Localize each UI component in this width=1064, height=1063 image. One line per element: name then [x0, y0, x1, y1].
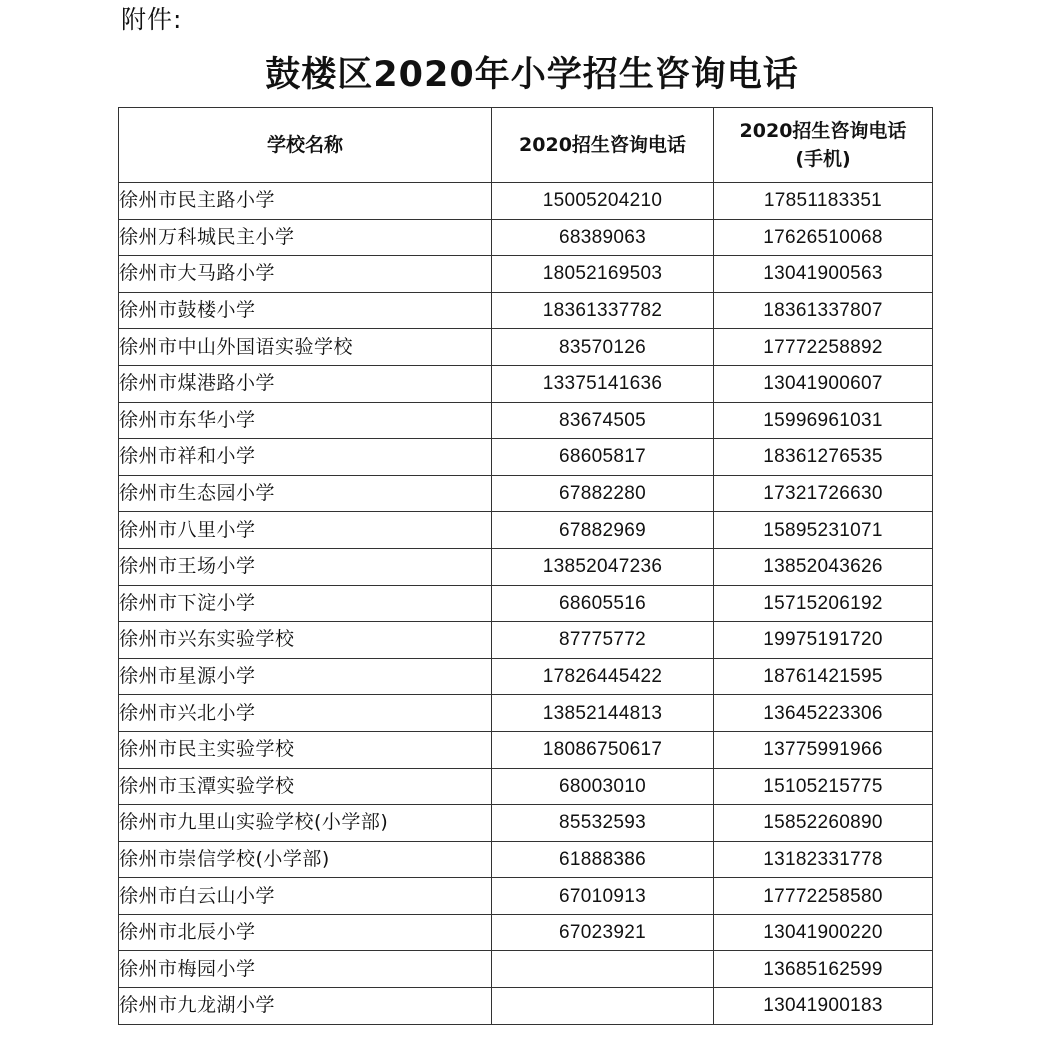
table-row: [119, 695, 933, 732]
table-row: [119, 475, 933, 512]
school-name-cell: 徐州市兴北小学: [119, 695, 492, 732]
mobile-cell: 13645223306: [714, 695, 933, 732]
header-school-name-label: 学校名称: [266, 134, 343, 156]
school-name-cell: 徐州市九里山实验学校(小学部): [119, 805, 492, 842]
table-row: [119, 256, 933, 293]
mobile-cell: 15996961031: [714, 402, 933, 439]
school-name-cell: 徐州市北辰小学: [119, 914, 492, 951]
mobile-cell: 13041900220: [714, 914, 933, 951]
table-row: [119, 402, 933, 439]
mobile-cell: 18761421595: [714, 658, 933, 695]
phone-cell: [492, 988, 714, 1025]
attachment-label: 附件:: [121, 5, 183, 34]
table-row: [119, 805, 933, 842]
school-name-cell: 徐州市中山外国语实验学校: [119, 329, 492, 366]
school-name-cell: 徐州市鼓楼小学: [119, 292, 492, 329]
mobile-cell: 17772258580: [714, 878, 933, 915]
school-name-cell: 徐州万科城民主小学: [119, 219, 492, 256]
phone-cell: 13375141636: [492, 365, 714, 402]
school-name-cell: 徐州市兴东实验学校: [119, 622, 492, 659]
phone-cell: 83570126: [492, 329, 714, 366]
mobile-cell: 13041900563: [714, 256, 933, 293]
phone-cell: 87775772: [492, 622, 714, 659]
mobile-cell: 13182331778: [714, 841, 933, 878]
table-row: [119, 329, 933, 366]
school-name-cell: 徐州市八里小学: [119, 512, 492, 549]
school-name-cell: 徐州市大马路小学: [119, 256, 492, 293]
school-name-cell: 徐州市九龙湖小学: [119, 988, 492, 1025]
phone-cell: 83674505: [492, 402, 714, 439]
table-row: [119, 914, 933, 951]
mobile-cell: 17626510068: [714, 219, 933, 256]
mobile-cell: 13852043626: [714, 548, 933, 585]
phone-cell: [492, 951, 714, 988]
table-row: [119, 878, 933, 915]
school-name-cell: 徐州市星源小学: [119, 658, 492, 695]
mobile-cell: 18361276535: [714, 439, 933, 476]
mobile-cell: 15852260890: [714, 805, 933, 842]
phone-cell: 17826445422: [492, 658, 714, 695]
table-body: [119, 183, 933, 1025]
phone-cell: 61888386: [492, 841, 714, 878]
mobile-cell: 15895231071: [714, 512, 933, 549]
document-title: 鼓楼区2020年小学招生咨询电话: [265, 55, 799, 95]
table-row: [119, 622, 933, 659]
phone-cell: 67023921: [492, 914, 714, 951]
phone-cell: 18086750617: [492, 731, 714, 768]
phone-cell: 15005204210: [492, 183, 714, 220]
phone-cell: 18052169503: [492, 256, 714, 293]
header-mobile-sublabel: (手机): [795, 148, 851, 170]
table-row: [119, 658, 933, 695]
school-name-cell: 徐州市祥和小学: [119, 439, 492, 476]
table-row: [119, 548, 933, 585]
table-row: [119, 365, 933, 402]
header-phone: [492, 108, 714, 183]
mobile-cell: 13041900183: [714, 988, 933, 1025]
mobile-cell: 13775991966: [714, 731, 933, 768]
header-phone-label: 2020招生咨询电话: [519, 134, 686, 156]
mobile-cell: 13041900607: [714, 365, 933, 402]
header-mobile: [714, 108, 933, 183]
phone-cell: 18361337782: [492, 292, 714, 329]
table-row: [119, 439, 933, 476]
school-name-cell: 徐州市梅园小学: [119, 951, 492, 988]
table-row: [119, 183, 933, 220]
table-row: [119, 292, 933, 329]
header-school-name: [119, 108, 492, 183]
school-name-cell: 徐州市王场小学: [119, 548, 492, 585]
school-name-cell: 徐州市煤港路小学: [119, 365, 492, 402]
phone-cell: 68605516: [492, 585, 714, 622]
header-mobile-label: 2020招生咨询电话: [739, 120, 907, 142]
table-row: [119, 768, 933, 805]
mobile-cell: 17321726630: [714, 475, 933, 512]
phone-cell: 68003010: [492, 768, 714, 805]
table-row: [119, 219, 933, 256]
phone-cell: 85532593: [492, 805, 714, 842]
phone-cell: 68389063: [492, 219, 714, 256]
table-row: [119, 585, 933, 622]
school-name-cell: 徐州市玉潭实验学校: [119, 768, 492, 805]
phone-cell: 67882969: [492, 512, 714, 549]
table-row: [119, 841, 933, 878]
table-row: [119, 512, 933, 549]
table-row: [119, 731, 933, 768]
school-name-cell: 徐州市白云山小学: [119, 878, 492, 915]
mobile-cell: 18361337807: [714, 292, 933, 329]
phone-cell: 13852047236: [492, 548, 714, 585]
table-row: [119, 988, 933, 1025]
phone-cell: 68605817: [492, 439, 714, 476]
school-name-cell: 徐州市生态园小学: [119, 475, 492, 512]
phone-cell: 67882280: [492, 475, 714, 512]
school-name-cell: 徐州市民主实验学校: [119, 731, 492, 768]
mobile-cell: 17772258892: [714, 329, 933, 366]
mobile-cell: 19975191720: [714, 622, 933, 659]
school-name-cell: 徐州市东华小学: [119, 402, 492, 439]
phone-cell: 67010913: [492, 878, 714, 915]
mobile-cell: 13685162599: [714, 951, 933, 988]
table-header-row: [119, 108, 933, 183]
mobile-cell: 15105215775: [714, 768, 933, 805]
mobile-cell: 15715206192: [714, 585, 933, 622]
mobile-cell: 17851183351: [714, 183, 933, 220]
table-row: [119, 951, 933, 988]
school-name-cell: 徐州市崇信学校(小学部): [119, 841, 492, 878]
enrollment-phone-table: [118, 107, 933, 1025]
phone-cell: 13852144813: [492, 695, 714, 732]
school-name-cell: 徐州市下淀小学: [119, 585, 492, 622]
school-name-cell: 徐州市民主路小学: [119, 183, 492, 220]
